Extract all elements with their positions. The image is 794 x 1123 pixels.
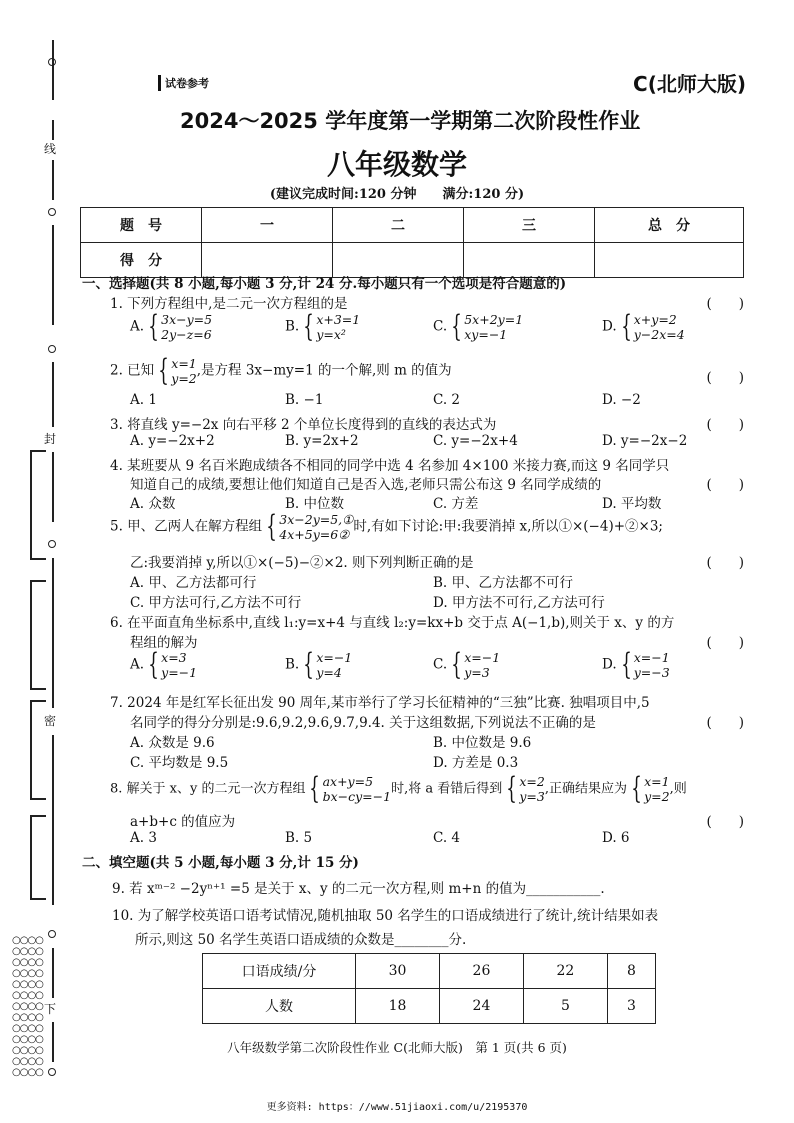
binding-hole [48, 1068, 56, 1076]
q8-option-c[interactable]: C. 4 [433, 830, 461, 846]
source-link[interactable]: 更多资料: https：//www.51jiaoxi.com/u/2195370 [266, 1102, 528, 1113]
binding-hole [48, 930, 56, 938]
q7-option-c[interactable]: C. 平均数是 9.5 [130, 755, 229, 771]
binding-line [52, 40, 54, 100]
time-note: (建议完成时间:120 分钟 满分:120 分) [269, 187, 525, 202]
question-10-line1: 10. 为了解学校英语口语考试情况,随机抽取 50 名学生的口语成绩进行了统计,统计结果如表 [112, 908, 659, 924]
q8-option-a[interactable]: A. 3 [130, 830, 157, 846]
score-distribution-table [202, 953, 656, 1024]
question-6-line1: 6. 在平面直角坐标系中,直线 l₁:y=x+4 与直线 l₂:y=kx+b 交于点 A(−1,b),则关于 x、y 的方 [110, 615, 675, 631]
question-2-stem: 2. 已知 { x=1 y=2 ,是方程 3x−my=1 的一个解,则 m 的值为 [110, 353, 452, 388]
answer-paren[interactable]: ( ) [706, 715, 744, 731]
q7-option-a[interactable]: A. 众数是 9.6 [130, 735, 215, 751]
score-header-cell: 一 [202, 208, 333, 243]
section-heading: 二、填空题(共 5 小题,每小题 3 分,计 15 分) [82, 855, 359, 871]
table-cell: 3 [607, 989, 655, 1024]
table-header-cell: 人数 [203, 989, 356, 1024]
table-cell: 30 [356, 954, 440, 989]
binding-line [52, 558, 54, 708]
binding-mark-secret: 密 [44, 714, 57, 728]
question-6-line2: 程组的解为 [130, 635, 198, 651]
binding-line [52, 225, 54, 325]
question-3-stem: 3. 将直线 y=−2x 向右平移 2 个单位长度得到的直线的表达式为 [110, 417, 497, 433]
q1-option-c[interactable]: C. { 5x+2y=1 xy=−1 [433, 309, 524, 344]
question-5-line1: 5. 甲、乙两人在解方程组 { 3x−2y=5,① 4x+5y=6② 时,有如下讨论:甲:我要消掉 x,所以①×(−4)+②×3; [110, 509, 663, 544]
q6-option-a[interactable]: A. { x=3 y=−1 [130, 647, 198, 682]
binding-bracket [30, 815, 46, 900]
table-cell: 24 [439, 989, 523, 1024]
q3-option-b[interactable]: B. y=2x+2 [285, 433, 359, 449]
binding-hole [48, 208, 56, 216]
binding-hole [48, 58, 56, 66]
answer-paren[interactable]: ( ) [706, 477, 744, 493]
q5-option-b[interactable]: B. 甲、乙方法都不可行 [433, 575, 574, 591]
binding-line [52, 452, 54, 522]
score-table [80, 207, 744, 278]
question-9: 9. 若 xᵐ⁻² −2yⁿ⁺¹ =5 是关于 x、y 的二元一次方程,则 m+n 的值为___________. [112, 881, 605, 897]
q6-option-c[interactable]: C. { x=−1 y=3 [433, 647, 501, 682]
binding-hole [48, 540, 56, 548]
table-cell: 18 [356, 989, 440, 1024]
q8-option-b[interactable]: B. 5 [285, 830, 313, 846]
q7-option-d[interactable]: D. 方差是 0.3 [433, 755, 519, 771]
q1-option-a[interactable]: A. { 3x−y=5 2y−z=6 [130, 309, 213, 344]
section-heading: 一、选择题(共 8 小题,每小题 3 分,计 24 分.每小题只有一个选项是符合题意的) [82, 276, 567, 292]
edition-label: C(北师大版) [633, 72, 746, 96]
binding-line [52, 362, 54, 427]
score-header-cell: 二 [333, 208, 464, 243]
question-10-line2: 所示,则这 50 名学生英语口语成绩的众数是________分. [135, 932, 467, 948]
binding-line [52, 948, 54, 998]
score-input-cell[interactable] [595, 243, 744, 278]
question-8-line1: 8. 解关于 x、y 的二元一次方程组 { ax+y=5 bx−cy=−1 时,将 a 看错后得到 { x=2 y=3 ,正确结果应为 { x=1 y=2 ,则 [110, 771, 687, 806]
q2-option-c[interactable]: C. 2 [433, 392, 461, 408]
question-8-line2: a+b+c 的值应为 [130, 814, 236, 830]
binding-hole [48, 345, 56, 353]
score-header-cell: 题 号 [81, 208, 202, 243]
answer-paren[interactable]: ( ) [706, 370, 744, 386]
table-cell: 22 [523, 954, 607, 989]
question-4-line1: 4. 某班要从 9 名百米跑成绩各不相同的同学中选 4 名参加 4×100 米接力赛,而这 9 名同学只 [110, 458, 670, 474]
binding-bracket [30, 700, 46, 800]
score-row-label: 得 分 [81, 243, 202, 278]
score-header-cell: 三 [464, 208, 595, 243]
q2-option-d[interactable]: D. −2 [602, 392, 641, 408]
answer-paren[interactable]: ( ) [706, 296, 744, 312]
q1-option-b[interactable]: B. { x+3=1 y=x² [285, 309, 361, 344]
answer-paren[interactable]: ( ) [706, 417, 744, 433]
score-header-cell: 总 分 [595, 208, 744, 243]
table-cell: 26 [439, 954, 523, 989]
q9-answer-blank[interactable]: ___________. [526, 881, 605, 897]
table-header-cell: 口语成绩/分 [203, 954, 356, 989]
q4-option-a[interactable]: A. 众数 [130, 496, 176, 512]
q3-option-d[interactable]: D. y=−2x−2 [602, 433, 688, 449]
q6-option-d[interactable]: D. { x=−1 y=−3 [602, 647, 670, 682]
q1-option-d[interactable]: D. { x+y=2 y−2x=4 [602, 309, 685, 344]
binding-line [52, 735, 54, 905]
q4-option-b[interactable]: B. 中位数 [285, 496, 345, 512]
binding-bracket [30, 450, 46, 560]
question-7-line1: 7. 2024 年是红军长征出发 90 周年,某市举行了学习长征精神的“三独”比赛. 独唱项目中,5 [110, 695, 650, 711]
q4-option-d[interactable]: D. 平均数 [602, 496, 662, 512]
page-footer: 八年级数学第二次阶段性作业 C(北师大版) 第 1 页(共 6 页) [227, 1040, 567, 1055]
stamp: 试卷参考 [158, 75, 209, 91]
table-cell: 5 [523, 989, 607, 1024]
q7-option-b[interactable]: B. 中位数是 9.6 [433, 735, 532, 751]
q2-option-b[interactable]: B. −1 [285, 392, 324, 408]
question-5-line2: 乙:我要消掉 y,所以①×(−5)−②×2. 则下列判断正确的是 [130, 555, 474, 571]
q6-option-b[interactable]: B. { x=−1 y=4 [285, 647, 353, 682]
answer-paren[interactable]: ( ) [706, 814, 744, 830]
q4-option-c[interactable]: C. 方差 [433, 496, 479, 512]
q5-option-d[interactable]: D. 甲方法不可行,乙方法可行 [433, 595, 605, 611]
answer-paren[interactable]: ( ) [706, 555, 744, 571]
table-cell: 8 [607, 954, 655, 989]
binding-line [52, 120, 54, 140]
q5-option-c[interactable]: C. 甲方法可行,乙方法不可行 [130, 595, 302, 611]
binding-bracket [30, 580, 46, 690]
subject-title: 八年级数学 [326, 148, 467, 181]
question-1-stem: 1. 下列方程组中,是二元一次方程组的是 [110, 296, 348, 312]
binding-mark-line: 线 [44, 142, 57, 156]
q2-option-a[interactable]: A. 1 [130, 392, 157, 408]
binding-mark-down: 下 [44, 1002, 57, 1016]
binding-dots: ○○○○ ○○○○ ○○○○ ○○○○ ○○○○ ○○○○ ○○○○ ○○○○ ○○○○ ○○○○ ○○○○ ○○○○ ○○○○ [12, 935, 43, 1078]
q5-option-a[interactable]: A. 甲、乙方法都可行 [130, 575, 257, 591]
question-7-line2: 名同学的得分分别是:9.6,9.2,9.6,9.7,9.4. 关于这组数据,下列说法不正确的是 [130, 715, 596, 731]
term-title: 2024～2025 学年度第一学期第二次阶段性作业 [180, 109, 641, 133]
q8-option-d[interactable]: D. 6 [602, 830, 630, 846]
q3-option-a[interactable]: A. y=−2x+2 [130, 433, 215, 449]
q3-option-c[interactable]: C. y=−2x+4 [433, 433, 518, 449]
question-4-line2: 知道自己的成绩,要想让他们知道自己是否入选,老师只需公布这 9 名同学成绩的 [130, 477, 602, 493]
binding-mark-seal: 封 [44, 432, 57, 446]
answer-paren[interactable]: ( ) [706, 635, 744, 651]
